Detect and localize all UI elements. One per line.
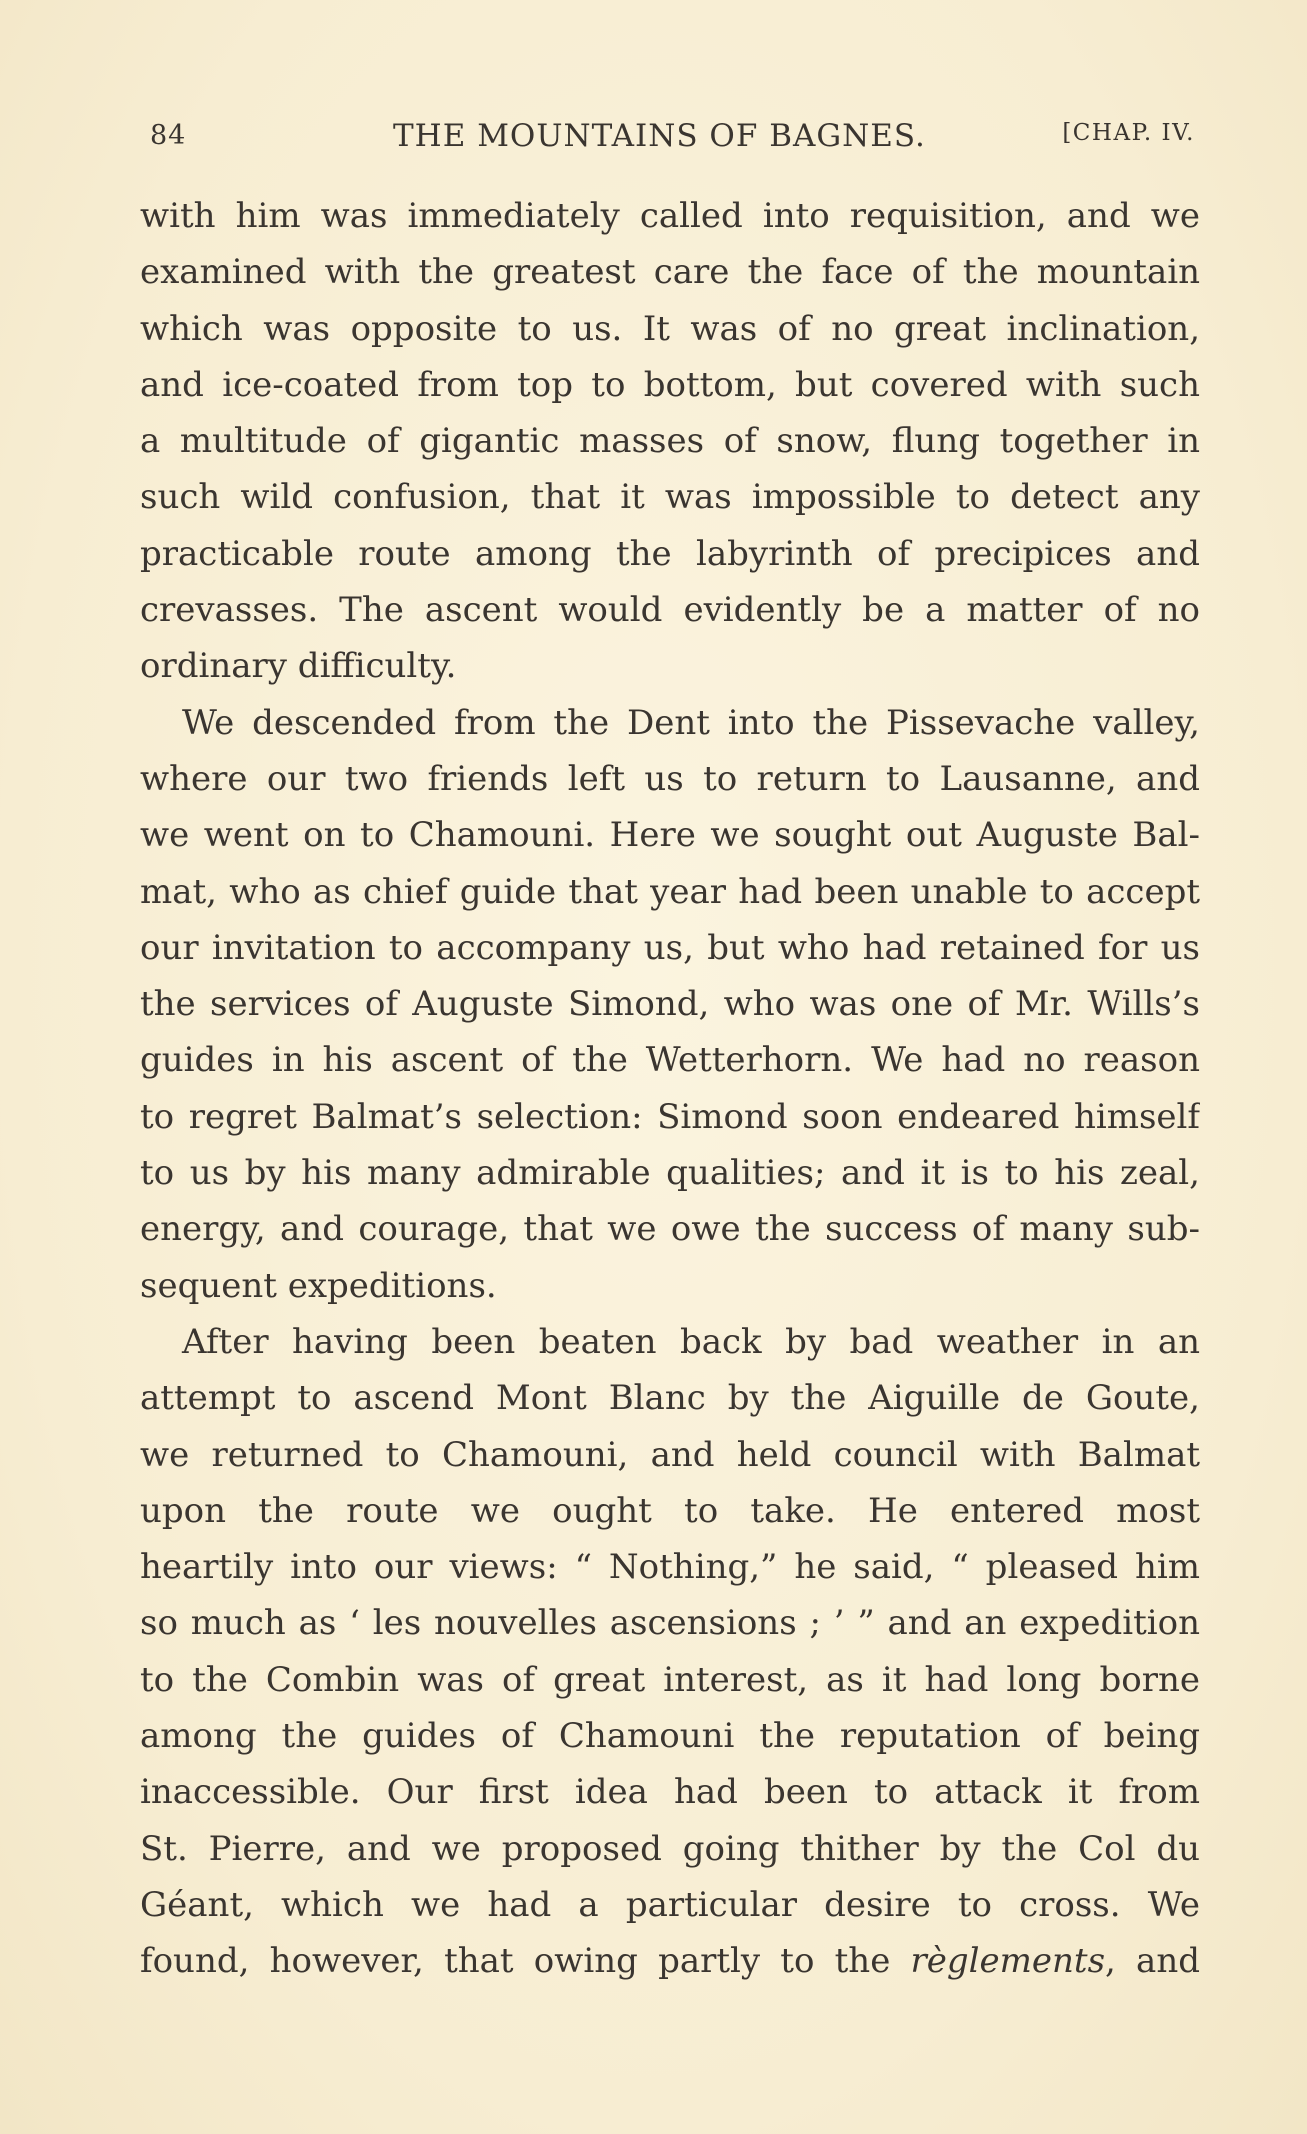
text-line: found, however, that owing partly to the règlements, and	[140, 1941, 1200, 1982]
page-number: 84	[150, 120, 187, 151]
chapter-reference: [CHAP. IV.	[1062, 120, 1195, 146]
text-line: We descended from the Dent into the Pissevache valley,	[182, 702, 1200, 743]
body-text	[140, 188, 1200, 1990]
text-line: examined with the greatest care the face of the mountain	[140, 252, 1200, 293]
text-line: where our two friends left us to return to Lausanne, and	[140, 758, 1200, 799]
text-line: energy, and courage, that we owe the success of many sub-	[140, 1209, 1200, 1250]
text-line: heartily into our views: “ Nothing,” he said, “ pleased him	[140, 1547, 1200, 1588]
running-title: THE MOUNTAINS OF BAGNES.	[393, 118, 926, 154]
text-line: guides in his ascent of the Wetterhorn. We had no reason	[140, 1040, 1200, 1081]
text-line: inaccessible. Our first idea had been to attack it from	[140, 1772, 1200, 1813]
text-line: which was opposite to us. It was of no great inclination,	[140, 308, 1200, 349]
text-line: we returned to Chamouni, and held council with Balmat	[140, 1434, 1200, 1475]
text-line: sequent expeditions.	[140, 1265, 497, 1306]
text-line: to regret Balmat’s selection: Simond soon endeared himself	[140, 1096, 1200, 1137]
text-line: so much as ‘ les nouvelles ascensions ; ’ ” and an expedition	[140, 1603, 1200, 1644]
text-line: such wild confusion, that it was impossible to detect any	[140, 477, 1200, 518]
text-line: attempt to ascend Mont Blanc by the Aiguille de Goute,	[140, 1378, 1200, 1419]
text-line: to us by his many admirable qualities; and it is to his zeal,	[140, 1153, 1200, 1194]
text-line: we went on to Chamouni. Here we sought out Auguste Bal-	[140, 815, 1200, 856]
text-line: the services of Auguste Simond, who was one of Mr. Wills’s	[140, 984, 1200, 1025]
text-line: ordinary difficulty.	[140, 646, 457, 687]
text-line: a multitude of gigantic masses of snow, flung together in	[140, 421, 1200, 462]
text-line: St. Pierre, and we proposed going thither by the Col du	[140, 1828, 1200, 1869]
text-line: upon the route we ought to take. He entered most	[140, 1490, 1200, 1531]
text-line: crevasses. The ascent would evidently be a matter of no	[140, 590, 1200, 631]
text-line: mat, who as chief guide that year had been unable to accept	[140, 871, 1200, 912]
text-line: After having been beaten back by bad weather in an	[182, 1321, 1200, 1362]
text-line: among the guides of Chamouni the reputation of being	[140, 1716, 1200, 1757]
text-line: Géant, which we had a particular desire to cross. We	[140, 1884, 1200, 1925]
text-line: our invitation to accompany us, but who had retained for us	[140, 927, 1200, 968]
text-line: practicable route among the labyrinth of precipices and	[140, 533, 1200, 574]
text-line: to the Combin was of great interest, as it had long borne	[140, 1659, 1200, 1700]
page-header	[150, 118, 1195, 158]
text-line: and ice-coated from top to bottom, but covered with such	[140, 364, 1200, 405]
text-line: with him was immediately called into requisition, and we	[140, 196, 1200, 236]
